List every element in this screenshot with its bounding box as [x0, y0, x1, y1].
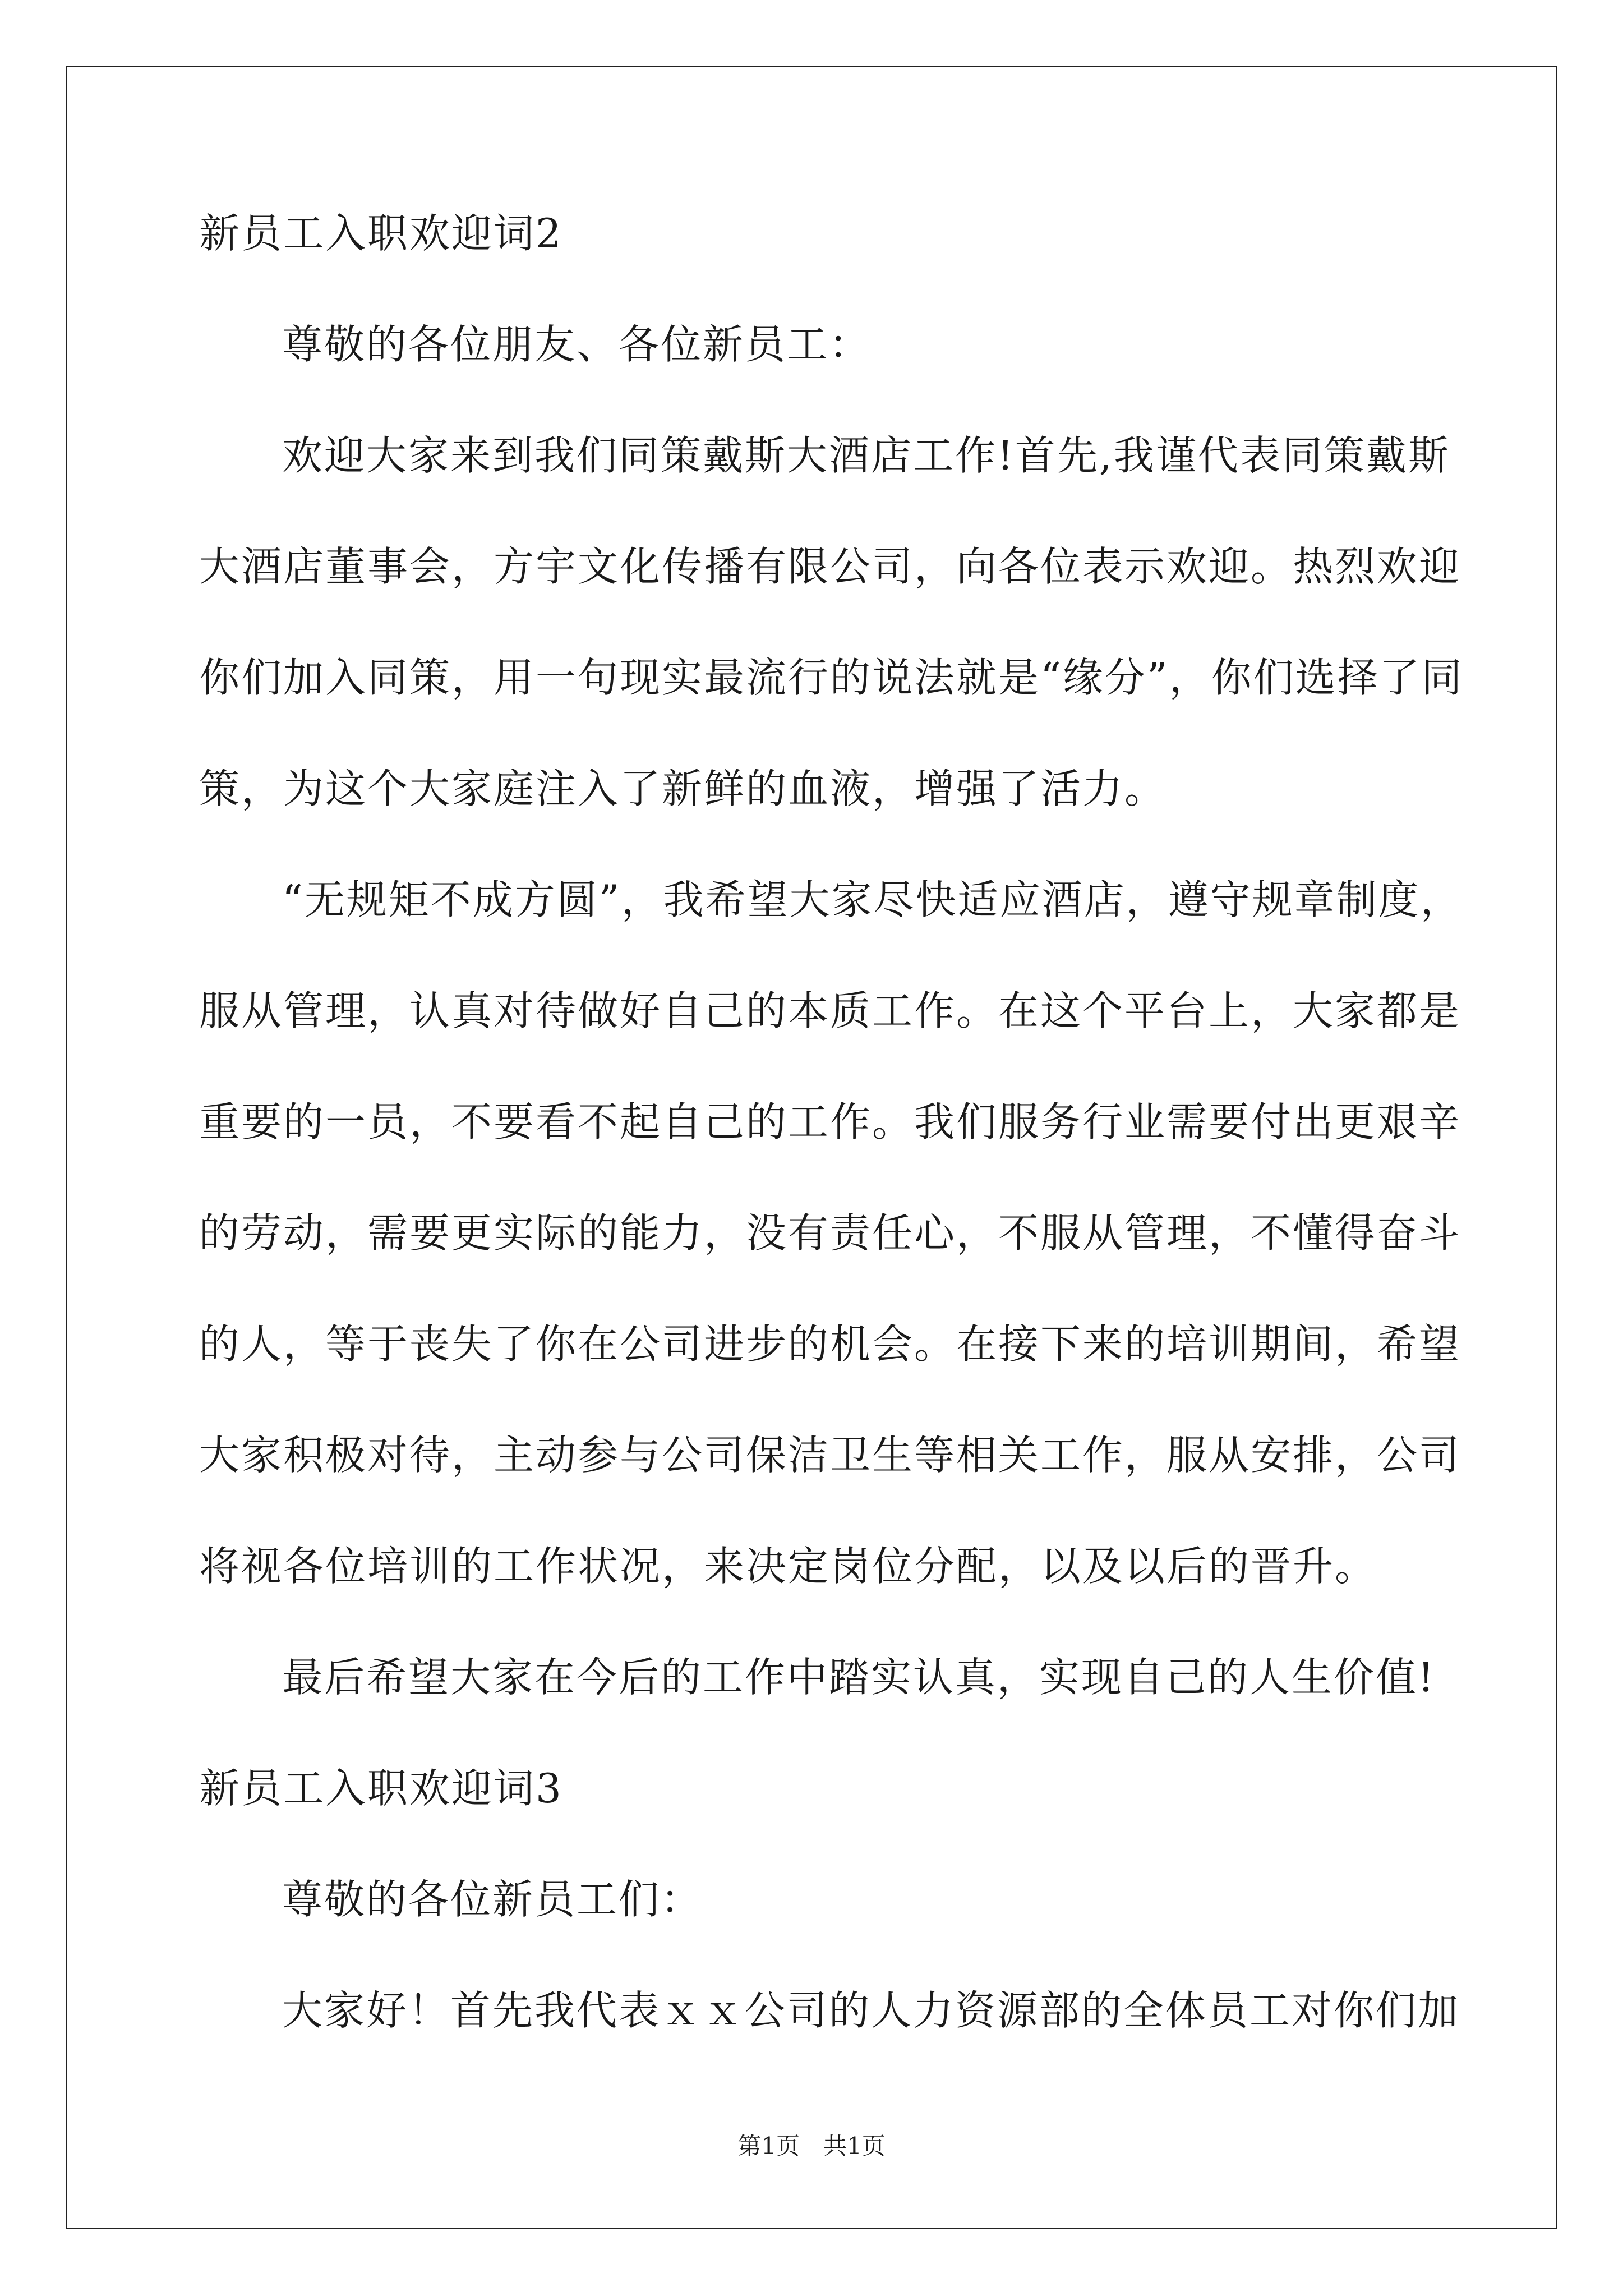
paragraph-line: 将视各位培训的工作状况，来决定岗位分配，以及以后的晋升。: [199, 1543, 1377, 1590]
paragraph-line: 大酒店董事会，方宇文化传播有限公司，向各位表示欢迎。热烈欢迎: [199, 543, 1461, 590]
paragraph-line: 最后希望大家在今后的工作中踏实认真，实现自己的人生价值!: [282, 1654, 1436, 1701]
paragraph-line: 你们加入同策，用一句现实最流行的说法就是“缘分”，你们选择了同: [199, 654, 1464, 701]
page-number-footer: 第1页 共1页: [737, 2132, 886, 2160]
paragraph-line: 的人，等于丧失了你在公司进步的机会。在接下来的培训期间，希望: [199, 1320, 1461, 1368]
paragraph-line: 的劳动，需要更实际的能力，没有责任心，不服从管理，不懂得奋斗: [199, 1209, 1461, 1257]
salutation: 尊敬的各位新员工们：: [282, 1876, 703, 1923]
section-heading: 新员工入职欢迎词3: [199, 1765, 563, 1812]
paragraph-line: 重要的一员，不要看不起自己的工作。我们服务行业需要付出更艰辛: [199, 1098, 1461, 1145]
paragraph-line: 策，为这个大家庭注入了新鲜的血液，增强了活力。: [199, 765, 1167, 812]
document-body: [199, 210, 1464, 2101]
paragraph-line: 欢迎大家来到我们同策戴斯大酒店工作!首先,我谨代表同策戴斯: [282, 432, 1450, 479]
paragraph-line: 大家好！首先我代表ｘｘ公司的人力资源部的全体员工对你们加: [282, 1987, 1460, 2034]
paragraph-line: “无规矩不成方圆”，我希望大家尽快适应酒店，遵守规章制度，: [282, 876, 1463, 923]
salutation: 尊敬的各位朋友、各位新员工：: [282, 321, 872, 368]
paragraph-line: 大家积极对待，主动参与公司保洁卫生等相关工作，服从安排，公司: [199, 1432, 1461, 1479]
paragraph-line: 服从管理，认真对待做好自己的本质工作。在这个平台上，大家都是: [199, 987, 1461, 1034]
section-heading: 新员工入职欢迎词2: [199, 210, 563, 257]
